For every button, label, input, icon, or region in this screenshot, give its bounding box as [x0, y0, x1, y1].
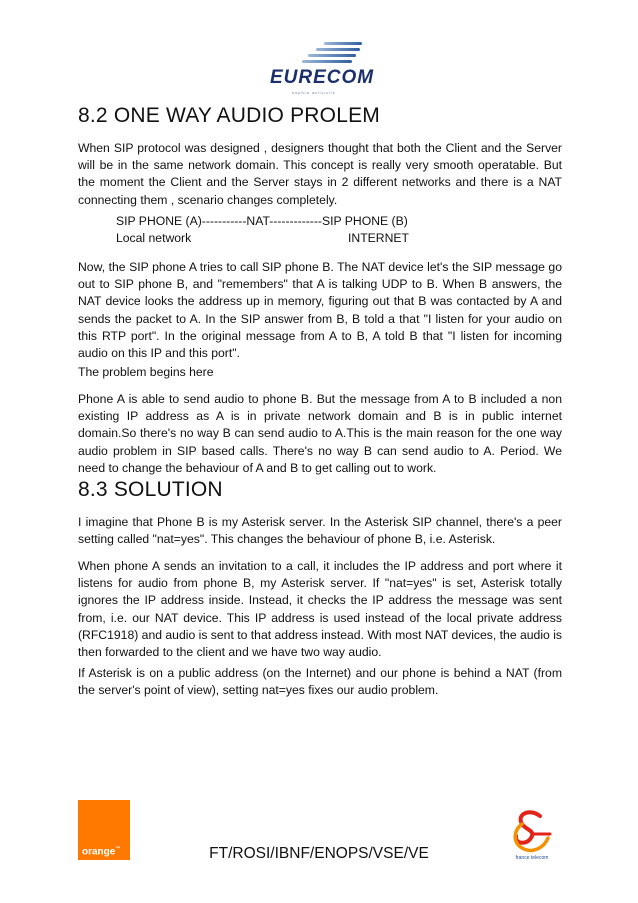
eurecom-logo — [262, 40, 374, 98]
eurecom-logo-stripes — [302, 42, 362, 66]
eurecom-tagline: sophia antipolis — [292, 90, 336, 95]
paragraph-intro: When SIP protocol was designed , designers thought that both the Client and the Server will be in the same network domain. This concept is really very smooth operatable. But the moment the Client and the Server stays in 2 different networks and there is a NAT connecting them , scenario changes completely. — [78, 141, 562, 207]
section-heading-8-2: 8.2 ONE WAY AUDIO PROLEM — [78, 104, 380, 127]
paragraph-call-flow: Now, the SIP phone A tries to call SIP phone B. The NAT device let's the SIP message go out to SIP phone B, and "remembers" that A is talking UDP to B. When B answers, the NAT device looks the address up in memory, figuring out that B was contacted by A and sends the packet to A. In the SIP answer from B, B told a that "I listen for your audio on this RTP port". In the original message from A to B, A told B that "I listen for incoming audio on this IP and this port". — [78, 260, 562, 361]
sip-line-1: SIP PHONE (A)-----------NAT-------------SIP PHONE (B) — [116, 214, 408, 228]
paragraph-problem-begins: The problem begins here — [78, 365, 214, 379]
france-telecom-logo — [504, 808, 560, 866]
sip-diagram-text — [116, 213, 536, 247]
footer-path: FT/ROSI/IBNF/ENOPS/VSE/VE — [209, 845, 429, 862]
ampersand-icon — [504, 808, 560, 856]
paragraph-nat-yes: When phone A sends an invitation to a call, it includes the IP address and port where it listens for audio from phone B, my Asterisk server. If "nat=yes" is set, Asterisk totally ignores the IP address inside. Instead, it checks the IP address the message was sent from, i.e. our NAT device. This IP address is used instead of the local private address (RFC1918) and audio is sent to that address instead. With most NAT devices, the audio is then forwarded to the client and we have two way audio. — [78, 559, 562, 660]
france-telecom-text: france telecom — [515, 855, 549, 861]
section-heading-8-3: 8.3 SOLUTION — [78, 478, 223, 501]
orange-logo: orange™ — [78, 800, 130, 860]
paragraph-problem-detail: Phone A is able to send audio to phone B. But the message from A to B included a non existing IP address as A is in private network domain and B is in public internet domain.So there's no way B can send audio to A.This is the main reason for the one way audio problem in SIP based calls. There's no way B can send audio to A. Period. We need to change the behaviour of A and B to get calling out to work. — [78, 392, 562, 475]
paragraph-conclusion: If Asterisk is on a public address (on the Internet) and our phone is behind a NAT (from the server's point of view), setting nat=yes fixes our audio problem. — [78, 666, 562, 698]
sip-line-2-left: Local network — [116, 231, 192, 246]
eurecom-wordmark: EURECOM — [270, 67, 375, 88]
paragraph-asterisk-intro: I imagine that Phone B is my Asterisk server. In the Asterisk SIP channel, there's a peer setting called "nat=yes". This changes the behaviour of phone B, i.e. Asterisk. — [78, 515, 562, 547]
sip-line-2-right: INTERNET — [348, 231, 409, 246]
orange-logo-text: orange — [82, 846, 116, 857]
